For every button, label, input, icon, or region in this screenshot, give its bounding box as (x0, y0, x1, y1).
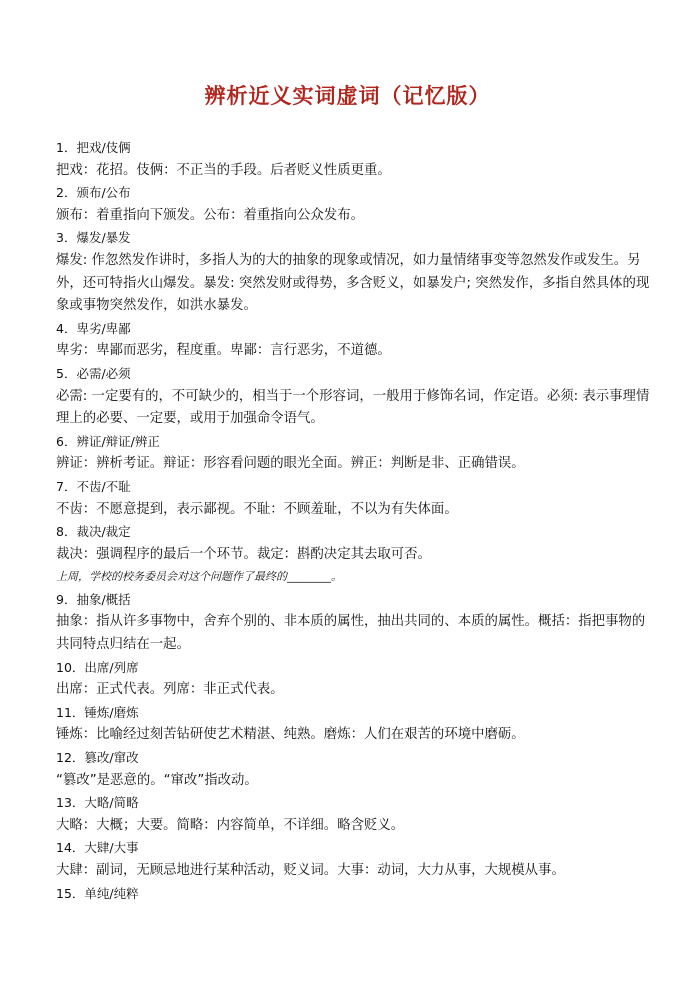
entry-heading: 3．爆发/暴发 (56, 230, 131, 246)
entry-heading: 1．把戏/伎俩 (56, 140, 131, 155)
entry-heading: 9．抽象/概括 (56, 591, 131, 607)
entry-definition: 出席：正式代表。列席：非正式代表。 (56, 682, 284, 698)
entry-1 (56, 137, 656, 182)
entry-heading: 14．大肆/大事 (56, 840, 139, 856)
entry-12 (56, 747, 656, 792)
entry-8 (56, 521, 656, 589)
entry-definition: 不齿：不愿意提到，表示鄙视。不耻：不顾羞耻，不以为有失体面。 (56, 501, 458, 517)
document-title: 辨析近义实词虚词（记忆版） (204, 83, 491, 108)
entry-heading: 15．单纯/纯粹 (56, 885, 139, 901)
example-sentence: 上周，学校的校务委员会对这个问题作了最终的________。 (56, 570, 342, 584)
entry-14 (56, 837, 656, 882)
entry-list (56, 137, 656, 905)
entry-heading: 6．辨证/辩证/辨正 (56, 433, 160, 449)
entry-heading: 4．卑劣/卑鄙 (56, 320, 131, 336)
entry-definition: 卑劣：卑鄙而恶劣，程度重。卑鄙：言行恶劣，不道德。 (56, 343, 391, 359)
entry-5 (56, 363, 656, 431)
entry-4 (56, 318, 656, 363)
entry-heading: 10．出席/列席 (56, 659, 139, 675)
entry-definition: 把戏：花招。伎俩：不正当的手段。后者贬义性质更重。 (56, 162, 391, 178)
entry-9 (56, 589, 656, 657)
entry-heading: 7．不齿/不耻 (56, 478, 131, 494)
entry-heading: 11．锤炼/磨炼 (56, 704, 139, 720)
entry-heading: 8．裁决/裁定 (56, 524, 131, 540)
entry-heading: 12．篡改/窜改 (56, 750, 139, 766)
entry-definition: 爆发: 作忽然发作讲时，多指人为的大的抽象的现象或情况，如力量情绪事变等忽然发作或发生。另外，还可特指火山爆发。暴发: 突然发财或得势，多含贬义，如暴发户; 突然发作，多指自然具体的现象或事物突然发作，如洪水暴发。 (56, 252, 650, 314)
entry-15 (56, 883, 656, 906)
entry-3 (56, 227, 656, 317)
entry-7 (56, 476, 656, 521)
entry-10 (56, 657, 656, 702)
entry-definition: 裁决：强调程序的最后一个环节。裁定：斟酌决定其去取可否。 (56, 546, 431, 562)
entry-heading: 2．颁布/公布 (56, 185, 131, 201)
entry-6 (56, 431, 656, 476)
entry-11 (56, 702, 656, 747)
entry-2 (56, 182, 656, 227)
entry-heading: 13．大略/简略 (56, 795, 139, 811)
entry-definition: 颁布：着重指向下颁发。公布：着重指向公众发布。 (56, 207, 364, 223)
entry-13 (56, 792, 656, 837)
entry-definition: 抽象：指从许多事物中，舍弃个别的、非本质的属性，抽出共同的、本质的属性。概括：指把事物的共同特点归结在一起。 (56, 614, 646, 653)
entry-definition: 必需: 一定要有的，不可缺少的，相当于一个形容词，一般用于修饰名词，作定语。必须: 表示事理情理上的必要、一定要，或用于加强命令语气。 (56, 388, 650, 427)
entry-definition: “篡改”是恶意的。“窜改”指改动。 (56, 772, 258, 788)
entry-definition: 大略：大概；大要。简略：内容简单，不详细。略含贬义。 (56, 817, 405, 833)
entry-definition: 大肆：副词，无顾忌地进行某种活动，贬义词。大事：动词，大力从事，大规模从事。 (56, 863, 565, 878)
entry-heading: 5．必需/必须 (56, 365, 131, 381)
entry-definition: 辨证：辨析考证。辩证：形容看问题的眼光全面。辨正：判断是非、正确错误。 (56, 456, 525, 472)
entry-definition: 锤炼：比喻经过刻苦钻研使艺术精湛、纯熟。磨炼：人们在艰苦的环境中磨砺。 (56, 727, 525, 743)
